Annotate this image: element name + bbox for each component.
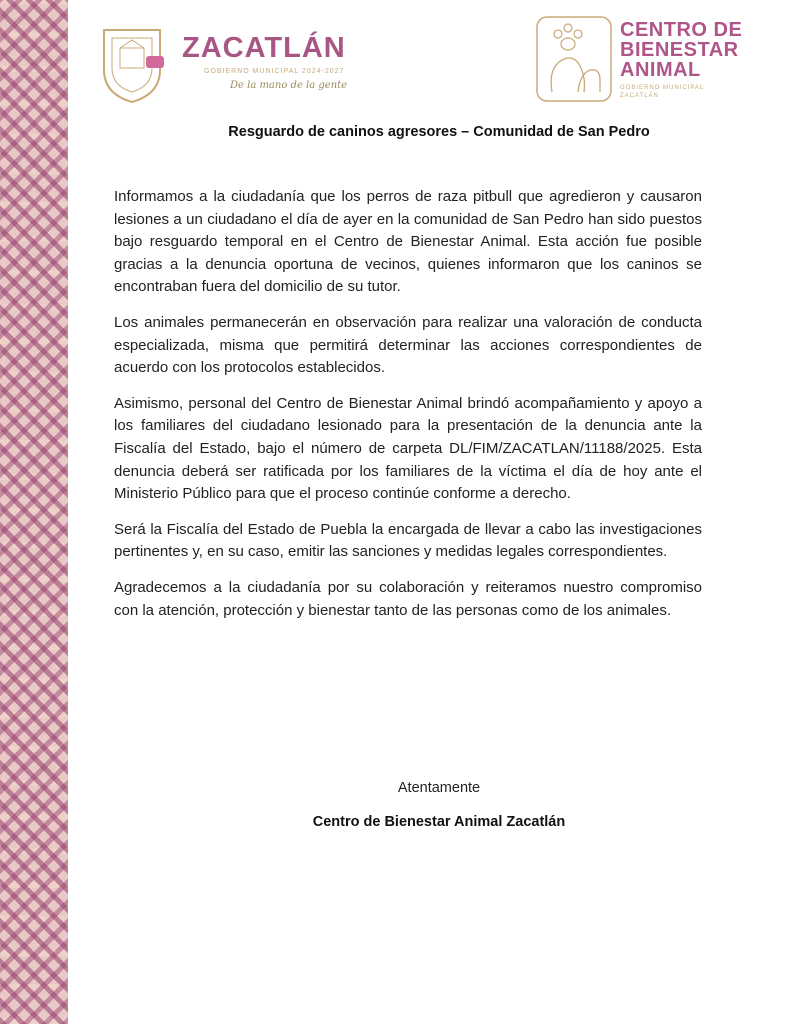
paragraph: Asimismo, personal del Centro de Bienestar Animal brindó acompañamiento y apoyo a los familiares del ciudadano lesionado para la presentación de la denuncia ante la Fiscalía del Estado, bajo el número de carpeta DL/FIM/ZACATLAN/11188/2025. Esta denuncia deberá ser ratificada por los familiares de la víctima el día de hoy ante el Ministerio Público para que el proceso continúe conforme a derecho. xyxy=(114,394,702,503)
paragraph: Informamos a la ciudadanía que los perros de raza pitbull que agredieron y causaron lesiones a un ciudadano el día de ayer en la comunidad de San Pedro han sido puestos bajo resguardo temporal en el Centro de Bienestar Animal. Esta acción fue posible gracias a la denuncia oportuna de vecinos, quienes informaron que los caninos se encontraban fuera del domicilio de su tutor. xyxy=(114,188,702,296)
zacatlan-logo xyxy=(96,18,376,108)
cba-logo xyxy=(534,14,804,106)
letterhead xyxy=(68,0,810,118)
municipality-motto: De la mano de la gente xyxy=(230,80,348,91)
signature: Centro de Bienestar Animal Zacatlán xyxy=(312,814,566,830)
paragraph: Será la Fiscalía del Estado de Puebla la encargada de llevar a cabo las investigaciones pertinentes y, en su caso, emitir las sanciones y medidas legales correspondientes. xyxy=(114,520,702,561)
closing-text: Atentamente xyxy=(397,780,481,796)
decorative-border xyxy=(0,0,68,1024)
cba-subtitle xyxy=(620,84,704,100)
government-subtitle: GOBIERNO MUNICIPAL 2024-2027 xyxy=(204,68,345,75)
cba-title-line3: ANIMAL xyxy=(620,59,701,81)
municipality-name: ZACATLÁN xyxy=(182,32,346,64)
cba-subtitle-line1: GOBIERNO MUNICIPAL xyxy=(620,85,705,91)
paragraph: Agradecemos a la ciudadanía por su colaboración y reiteramos nuestro compromiso con la atención, protección y bienestar tanto de las personas como de los animales. xyxy=(114,578,702,619)
municipal-crest-icon xyxy=(96,22,168,104)
document-body xyxy=(114,186,702,635)
cba-subtitle-line2: ZACATLÁN xyxy=(620,93,659,99)
paragraph: Los animales permanecerán en observación para realizar una valoración de conducta especializada, misma que permitirá determinar las acciones correspondientes de acuerdo con los protocolos establecidos. xyxy=(114,313,702,377)
pet-badge-icon xyxy=(534,14,614,104)
cba-title xyxy=(620,20,742,80)
cba-title-line2: BIENESTAR xyxy=(620,39,739,61)
cba-title-line1: CENTRO DE xyxy=(620,19,743,41)
document-title: Resguardo de caninos agresores – Comunidad de San Pedro xyxy=(228,124,650,140)
